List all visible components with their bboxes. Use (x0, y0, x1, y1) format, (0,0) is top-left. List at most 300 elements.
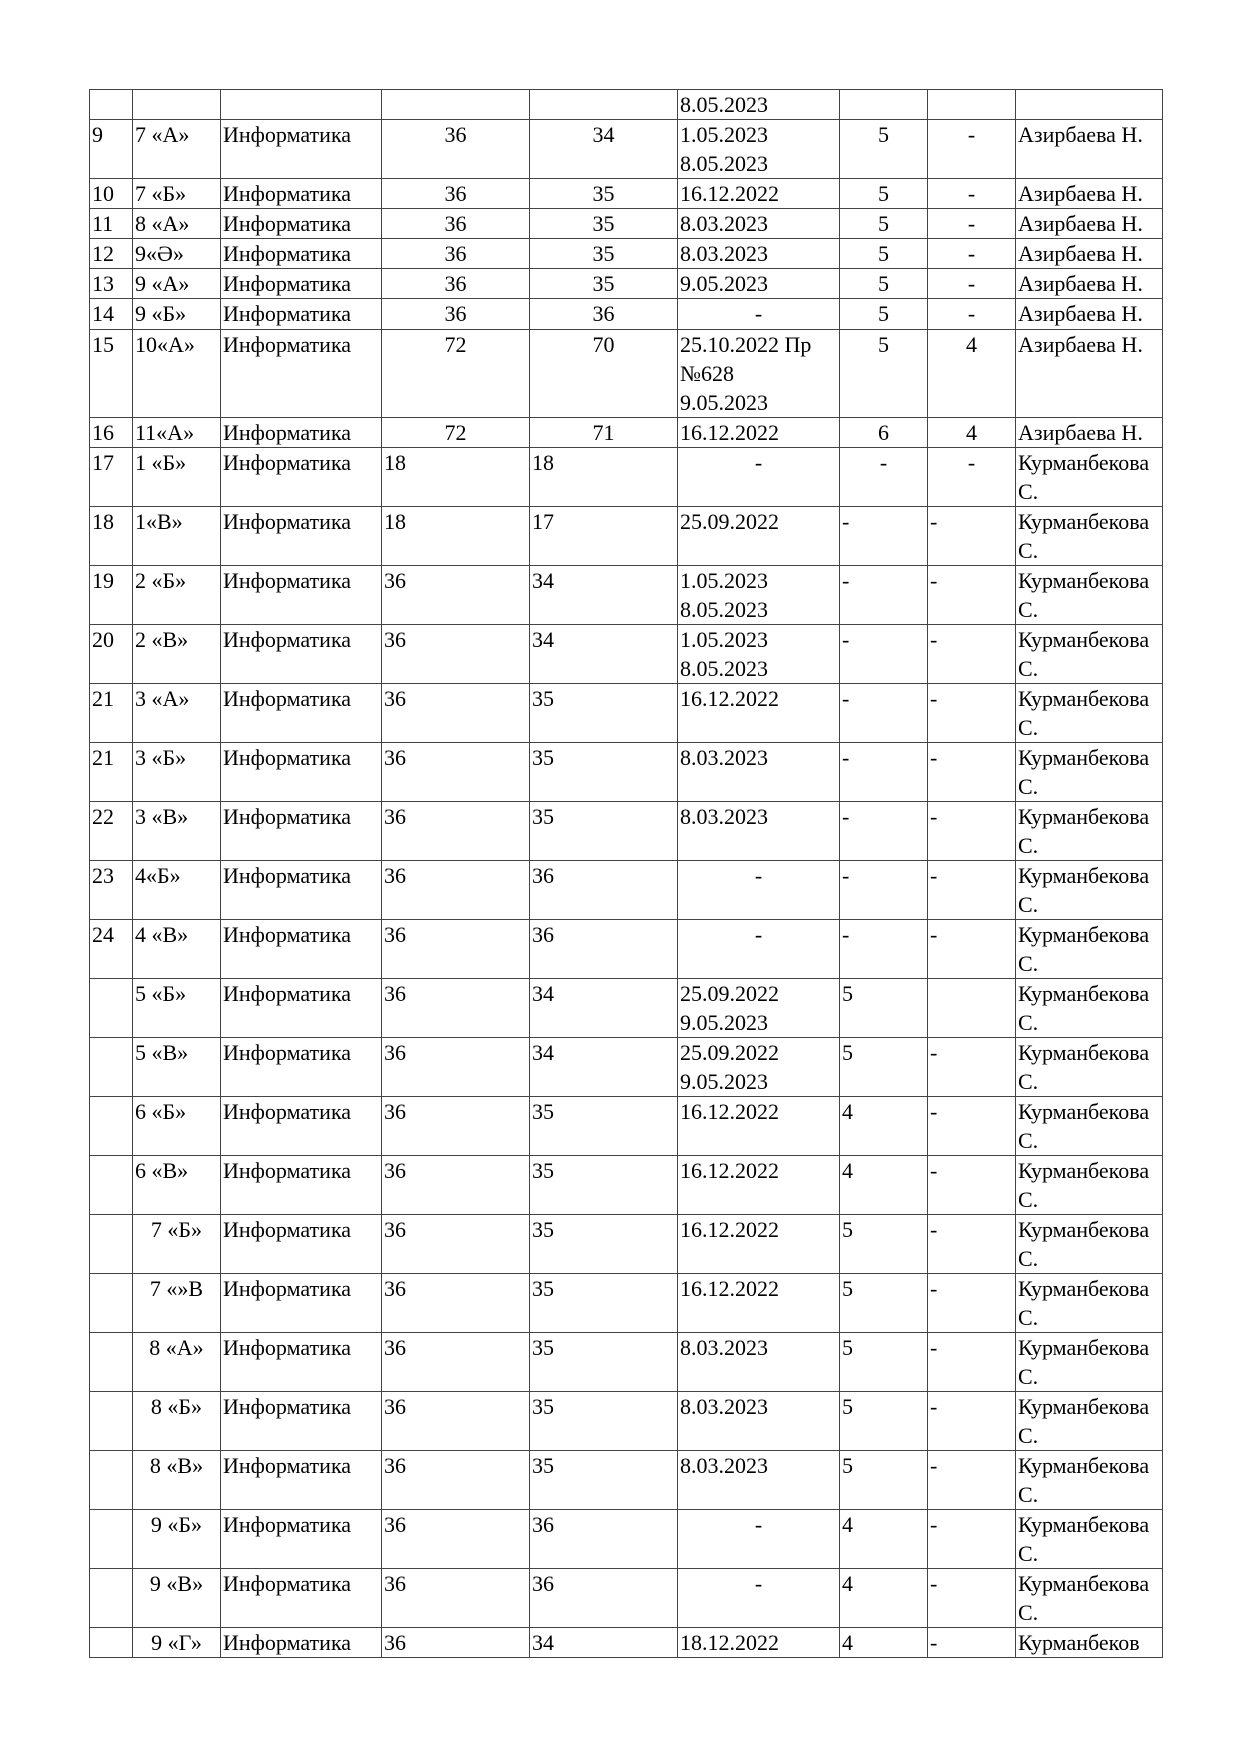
actual-hours-cell: 34 (530, 120, 678, 179)
date-cell: 8.03.2023 (678, 209, 840, 239)
subject-cell: Информатика (221, 861, 382, 920)
table-row (90, 1038, 1163, 1097)
row-number-cell: 15 (90, 330, 133, 418)
table-row (90, 120, 1163, 179)
teacher-cell: Азирбаева Н. (1016, 418, 1163, 448)
planned-hours-cell (382, 90, 530, 120)
actual-hours-cell: 36 (530, 1569, 678, 1628)
class-cell: 7 «Б» (133, 1215, 221, 1274)
class-cell: 6 «В» (133, 1156, 221, 1215)
planned-hours-cell: 36 (382, 920, 530, 979)
second-mark-cell: - (928, 448, 1016, 507)
planned-hours-cell: 36 (382, 743, 530, 802)
second-mark-cell: - (928, 625, 1016, 684)
date-cell: 18.12.2022 (678, 1628, 840, 1658)
teacher-cell: Курманбекова С. (1016, 1333, 1163, 1392)
table-row (90, 269, 1163, 299)
date-cell: - (678, 920, 840, 979)
row-number-cell (90, 1392, 133, 1451)
subject-cell: Информатика (221, 448, 382, 507)
mark-cell: 5 (840, 1392, 928, 1451)
table-row (90, 1451, 1163, 1510)
class-cell: 8 «А» (133, 209, 221, 239)
planned-hours-cell: 72 (382, 418, 530, 448)
row-number-cell (90, 1215, 133, 1274)
second-mark-cell: - (928, 269, 1016, 299)
class-cell: 9 «Б» (133, 299, 221, 330)
date-cell: - (678, 1569, 840, 1628)
mark-cell: 5 (840, 120, 928, 179)
teacher-cell: Курманбекова С. (1016, 1392, 1163, 1451)
teacher-cell: Курманбекова С. (1016, 507, 1163, 566)
table-row (90, 684, 1163, 743)
second-mark-cell: - (928, 1274, 1016, 1333)
date-cell: - (678, 448, 840, 507)
table-row (90, 299, 1163, 330)
class-cell: 3 «А» (133, 684, 221, 743)
date-cell: 1.05.2023 8.05.2023 (678, 625, 840, 684)
row-number-cell: 13 (90, 269, 133, 299)
mark-cell: 5 (840, 979, 928, 1038)
actual-hours-cell: 35 (530, 743, 678, 802)
teacher-cell: Курманбеков (1016, 1628, 1163, 1658)
second-mark-cell: 4 (928, 418, 1016, 448)
actual-hours-cell: 35 (530, 179, 678, 209)
teacher-cell: Курманбекова С. (1016, 1156, 1163, 1215)
class-cell: 3 «Б» (133, 743, 221, 802)
actual-hours-cell: 35 (530, 1097, 678, 1156)
planned-hours-cell: 36 (382, 861, 530, 920)
mark-cell: 5 (840, 269, 928, 299)
subject-cell: Информатика (221, 179, 382, 209)
second-mark-cell: - (928, 1451, 1016, 1510)
subject-cell: Информатика (221, 330, 382, 418)
mark-cell: 4 (840, 1156, 928, 1215)
mark-cell: 5 (840, 239, 928, 269)
class-cell: 6 «Б» (133, 1097, 221, 1156)
date-cell: 25.09.2022 9.05.2023 (678, 979, 840, 1038)
row-number-cell: 17 (90, 448, 133, 507)
actual-hours-cell: 35 (530, 1156, 678, 1215)
second-mark-cell: - (928, 120, 1016, 179)
teacher-cell: Курманбекова С. (1016, 448, 1163, 507)
mark-cell: - (840, 802, 928, 861)
mark-cell: 5 (840, 299, 928, 330)
subject-cell: Информатика (221, 1215, 382, 1274)
subject-cell: Информатика (221, 1274, 382, 1333)
second-mark-cell: - (928, 1569, 1016, 1628)
table-row (90, 1569, 1163, 1628)
subject-cell: Информатика (221, 239, 382, 269)
date-cell: 1.05.2023 8.05.2023 (678, 566, 840, 625)
teacher-cell: Курманбекова С. (1016, 743, 1163, 802)
class-cell: 9 «Г» (133, 1628, 221, 1658)
table-body (90, 90, 1163, 1658)
class-cell: 8 «В» (133, 1451, 221, 1510)
date-cell: - (678, 1510, 840, 1569)
mark-cell: 4 (840, 1510, 928, 1569)
row-number-cell: 22 (90, 802, 133, 861)
planned-hours-cell: 36 (382, 1392, 530, 1451)
mark-cell: - (840, 507, 928, 566)
date-cell: 8.05.2023 (678, 90, 840, 120)
subject-cell: Информатика (221, 418, 382, 448)
table-row (90, 1274, 1163, 1333)
teacher-cell (1016, 90, 1163, 120)
second-mark-cell: - (928, 1038, 1016, 1097)
planned-hours-cell: 36 (382, 979, 530, 1038)
date-cell: 16.12.2022 (678, 418, 840, 448)
teacher-cell: Курманбекова С. (1016, 802, 1163, 861)
teacher-cell: Азирбаева Н. (1016, 179, 1163, 209)
subject-cell: Информатика (221, 743, 382, 802)
second-mark-cell: - (928, 802, 1016, 861)
row-number-cell (90, 1569, 133, 1628)
planned-hours-cell: 36 (382, 1628, 530, 1658)
row-number-cell: 9 (90, 120, 133, 179)
class-cell: 2 «Б» (133, 566, 221, 625)
planned-hours-cell: 36 (382, 1569, 530, 1628)
date-cell: 16.12.2022 (678, 1156, 840, 1215)
class-cell: 9 «В» (133, 1569, 221, 1628)
mark-cell: - (840, 743, 928, 802)
class-cell: 8 «А» (133, 1333, 221, 1392)
subject-cell: Информатика (221, 120, 382, 179)
mark-cell: - (840, 448, 928, 507)
table-row (90, 1097, 1163, 1156)
row-number-cell: 16 (90, 418, 133, 448)
second-mark-cell: - (928, 1215, 1016, 1274)
planned-hours-cell: 36 (382, 120, 530, 179)
subject-cell: Информатика (221, 625, 382, 684)
class-cell: 5 «В» (133, 1038, 221, 1097)
class-cell: 1«В» (133, 507, 221, 566)
second-mark-cell (928, 979, 1016, 1038)
date-cell: 16.12.2022 (678, 1097, 840, 1156)
class-cell: 11«А» (133, 418, 221, 448)
mark-cell: 4 (840, 1569, 928, 1628)
row-number-cell: 24 (90, 920, 133, 979)
subject-cell: Информатика (221, 507, 382, 566)
second-mark-cell: - (928, 299, 1016, 330)
planned-hours-cell: 36 (382, 1274, 530, 1333)
class-cell (133, 90, 221, 120)
table-row (90, 90, 1163, 120)
date-cell: 8.03.2023 (678, 1451, 840, 1510)
actual-hours-cell: 34 (530, 1038, 678, 1097)
actual-hours-cell: 35 (530, 802, 678, 861)
date-cell: 25.10.2022 Пр №628 9.05.2023 (678, 330, 840, 418)
actual-hours-cell: 35 (530, 209, 678, 239)
row-number-cell (90, 1451, 133, 1510)
actual-hours-cell: 35 (530, 269, 678, 299)
subject-cell: Информатика (221, 920, 382, 979)
mark-cell: - (840, 861, 928, 920)
planned-hours-cell: 36 (382, 269, 530, 299)
date-cell: 8.03.2023 (678, 1333, 840, 1392)
second-mark-cell (928, 90, 1016, 120)
table-row (90, 1510, 1163, 1569)
planned-hours-cell: 36 (382, 1215, 530, 1274)
subject-cell: Информатика (221, 1333, 382, 1392)
actual-hours-cell (530, 90, 678, 120)
mark-cell: 6 (840, 418, 928, 448)
subject-cell (221, 90, 382, 120)
row-number-cell: 12 (90, 239, 133, 269)
teacher-cell: Азирбаева Н. (1016, 239, 1163, 269)
subject-cell: Информатика (221, 1392, 382, 1451)
row-number-cell (90, 1038, 133, 1097)
row-number-cell (90, 1510, 133, 1569)
mark-cell (840, 90, 928, 120)
second-mark-cell: - (928, 239, 1016, 269)
teacher-cell: Курманбекова С. (1016, 625, 1163, 684)
subject-cell: Информатика (221, 1569, 382, 1628)
actual-hours-cell: 35 (530, 1215, 678, 1274)
table-row (90, 566, 1163, 625)
teacher-cell: Курманбекова С. (1016, 1215, 1163, 1274)
date-cell: - (678, 861, 840, 920)
row-number-cell (90, 1274, 133, 1333)
second-mark-cell: - (928, 861, 1016, 920)
actual-hours-cell: 36 (530, 1510, 678, 1569)
subject-cell: Информатика (221, 1510, 382, 1569)
teacher-cell: Азирбаева Н. (1016, 269, 1163, 299)
class-cell: 10«А» (133, 330, 221, 418)
second-mark-cell: - (928, 1628, 1016, 1658)
teacher-cell: Азирбаева Н. (1016, 299, 1163, 330)
row-number-cell (90, 979, 133, 1038)
date-cell: 16.12.2022 (678, 179, 840, 209)
mark-cell: 4 (840, 1628, 928, 1658)
date-cell: - (678, 299, 840, 330)
planned-hours-cell: 36 (382, 299, 530, 330)
teacher-cell: Курманбекова С. (1016, 684, 1163, 743)
table-row (90, 330, 1163, 418)
mark-cell: 4 (840, 1097, 928, 1156)
table-row (90, 239, 1163, 269)
class-cell: 1 «Б» (133, 448, 221, 507)
teacher-cell: Курманбекова С. (1016, 1569, 1163, 1628)
subject-cell: Информатика (221, 209, 382, 239)
actual-hours-cell: 35 (530, 239, 678, 269)
second-mark-cell: - (928, 1097, 1016, 1156)
table-row (90, 1215, 1163, 1274)
actual-hours-cell: 36 (530, 920, 678, 979)
planned-hours-cell: 36 (382, 1451, 530, 1510)
row-number-cell (90, 1628, 133, 1658)
second-mark-cell: - (928, 209, 1016, 239)
teacher-cell: Курманбекова С. (1016, 861, 1163, 920)
table-row (90, 743, 1163, 802)
teacher-cell: Курманбекова С. (1016, 1274, 1163, 1333)
planned-hours-cell: 36 (382, 684, 530, 743)
second-mark-cell: - (928, 179, 1016, 209)
actual-hours-cell: 35 (530, 1274, 678, 1333)
mark-cell: 5 (840, 330, 928, 418)
table-row (90, 625, 1163, 684)
date-cell: 25.09.2022 9.05.2023 (678, 1038, 840, 1097)
date-cell: 8.03.2023 (678, 743, 840, 802)
actual-hours-cell: 71 (530, 418, 678, 448)
table-row (90, 418, 1163, 448)
actual-hours-cell: 34 (530, 979, 678, 1038)
second-mark-cell: 4 (928, 330, 1016, 418)
mark-cell: 5 (840, 179, 928, 209)
class-cell: 9«Ә» (133, 239, 221, 269)
row-number-cell (90, 1097, 133, 1156)
subject-cell: Информатика (221, 1156, 382, 1215)
date-cell: 16.12.2022 (678, 1274, 840, 1333)
mark-cell: - (840, 920, 928, 979)
subject-cell: Информатика (221, 979, 382, 1038)
second-mark-cell: - (928, 1333, 1016, 1392)
row-number-cell: 21 (90, 684, 133, 743)
actual-hours-cell: 17 (530, 507, 678, 566)
table-row (90, 1156, 1163, 1215)
subject-cell: Информатика (221, 269, 382, 299)
subject-cell: Информатика (221, 684, 382, 743)
planned-hours-cell: 36 (382, 625, 530, 684)
date-cell: 9.05.2023 (678, 269, 840, 299)
actual-hours-cell: 36 (530, 299, 678, 330)
table-row (90, 979, 1163, 1038)
row-number-cell (90, 1156, 133, 1215)
table-row (90, 209, 1163, 239)
date-cell: 25.09.2022 (678, 507, 840, 566)
table-row (90, 1333, 1163, 1392)
class-cell: 4«Б» (133, 861, 221, 920)
row-number-cell: 19 (90, 566, 133, 625)
actual-hours-cell: 35 (530, 1333, 678, 1392)
planned-hours-cell: 36 (382, 566, 530, 625)
row-number-cell: 11 (90, 209, 133, 239)
class-cell: 7 «»В (133, 1274, 221, 1333)
second-mark-cell: - (928, 566, 1016, 625)
planned-hours-cell: 18 (382, 448, 530, 507)
class-cell: 7 «А» (133, 120, 221, 179)
class-cell: 9 «Б» (133, 1510, 221, 1569)
date-cell: 8.03.2023 (678, 239, 840, 269)
class-cell: 5 «Б» (133, 979, 221, 1038)
mark-cell: - (840, 684, 928, 743)
subject-cell: Информатика (221, 1628, 382, 1658)
mark-cell: - (840, 566, 928, 625)
teacher-cell: Курманбекова С. (1016, 1038, 1163, 1097)
teacher-cell: Курманбекова С. (1016, 1510, 1163, 1569)
date-cell: 8.03.2023 (678, 802, 840, 861)
teacher-cell: Азирбаева Н. (1016, 209, 1163, 239)
teacher-cell: Курманбекова С. (1016, 566, 1163, 625)
planned-hours-cell: 18 (382, 507, 530, 566)
teacher-cell: Курманбекова С. (1016, 920, 1163, 979)
actual-hours-cell: 35 (530, 684, 678, 743)
row-number-cell (90, 90, 133, 120)
mark-cell: 5 (840, 1215, 928, 1274)
planned-hours-cell: 36 (382, 179, 530, 209)
planned-hours-cell: 36 (382, 1333, 530, 1392)
date-cell: 16.12.2022 (678, 1215, 840, 1274)
second-mark-cell: - (928, 920, 1016, 979)
date-cell: 1.05.2023 8.05.2023 (678, 120, 840, 179)
date-cell: 16.12.2022 (678, 684, 840, 743)
subject-cell: Информатика (221, 566, 382, 625)
class-cell: 3 «В» (133, 802, 221, 861)
table-row (90, 802, 1163, 861)
teacher-cell: Азирбаева Н. (1016, 330, 1163, 418)
actual-hours-cell: 34 (530, 625, 678, 684)
second-mark-cell: - (928, 507, 1016, 566)
mark-cell: 5 (840, 1274, 928, 1333)
planned-hours-cell: 36 (382, 1038, 530, 1097)
actual-hours-cell: 34 (530, 1628, 678, 1658)
planned-hours-cell: 36 (382, 802, 530, 861)
mark-cell: 5 (840, 1038, 928, 1097)
class-cell: 4 «В» (133, 920, 221, 979)
teacher-cell: Курманбекова С. (1016, 1097, 1163, 1156)
second-mark-cell: - (928, 1156, 1016, 1215)
class-cell: 2 «В» (133, 625, 221, 684)
class-cell: 7 «Б» (133, 179, 221, 209)
row-number-cell: 21 (90, 743, 133, 802)
table-row (90, 179, 1163, 209)
date-cell: 8.03.2023 (678, 1392, 840, 1451)
subject-cell: Информатика (221, 1038, 382, 1097)
table-row (90, 1392, 1163, 1451)
table-row (90, 448, 1163, 507)
mark-cell: 5 (840, 1451, 928, 1510)
teacher-cell: Азирбаева Н. (1016, 120, 1163, 179)
actual-hours-cell: 70 (530, 330, 678, 418)
planned-hours-cell: 36 (382, 1156, 530, 1215)
subject-cell: Информатика (221, 1097, 382, 1156)
teacher-cell: Курманбекова С. (1016, 1451, 1163, 1510)
class-cell: 8 «Б» (133, 1392, 221, 1451)
actual-hours-cell: 18 (530, 448, 678, 507)
planned-hours-cell: 72 (382, 330, 530, 418)
planned-hours-cell: 36 (382, 239, 530, 269)
mark-cell: 5 (840, 1333, 928, 1392)
schedule-table (89, 89, 1163, 1658)
planned-hours-cell: 36 (382, 1097, 530, 1156)
second-mark-cell: - (928, 1510, 1016, 1569)
second-mark-cell: - (928, 684, 1016, 743)
class-cell: 9 «А» (133, 269, 221, 299)
teacher-cell: Курманбекова С. (1016, 979, 1163, 1038)
row-number-cell: 23 (90, 861, 133, 920)
planned-hours-cell: 36 (382, 209, 530, 239)
mark-cell: - (840, 625, 928, 684)
subject-cell: Информатика (221, 1451, 382, 1510)
row-number-cell: 20 (90, 625, 133, 684)
row-number-cell (90, 1333, 133, 1392)
actual-hours-cell: 36 (530, 861, 678, 920)
actual-hours-cell: 35 (530, 1451, 678, 1510)
second-mark-cell: - (928, 1392, 1016, 1451)
row-number-cell: 10 (90, 179, 133, 209)
table-row (90, 1628, 1163, 1658)
table-row (90, 861, 1163, 920)
actual-hours-cell: 34 (530, 566, 678, 625)
subject-cell: Информатика (221, 802, 382, 861)
planned-hours-cell: 36 (382, 1510, 530, 1569)
row-number-cell: 18 (90, 507, 133, 566)
second-mark-cell: - (928, 743, 1016, 802)
mark-cell: 5 (840, 209, 928, 239)
subject-cell: Информатика (221, 299, 382, 330)
table-row (90, 920, 1163, 979)
actual-hours-cell: 35 (530, 1392, 678, 1451)
